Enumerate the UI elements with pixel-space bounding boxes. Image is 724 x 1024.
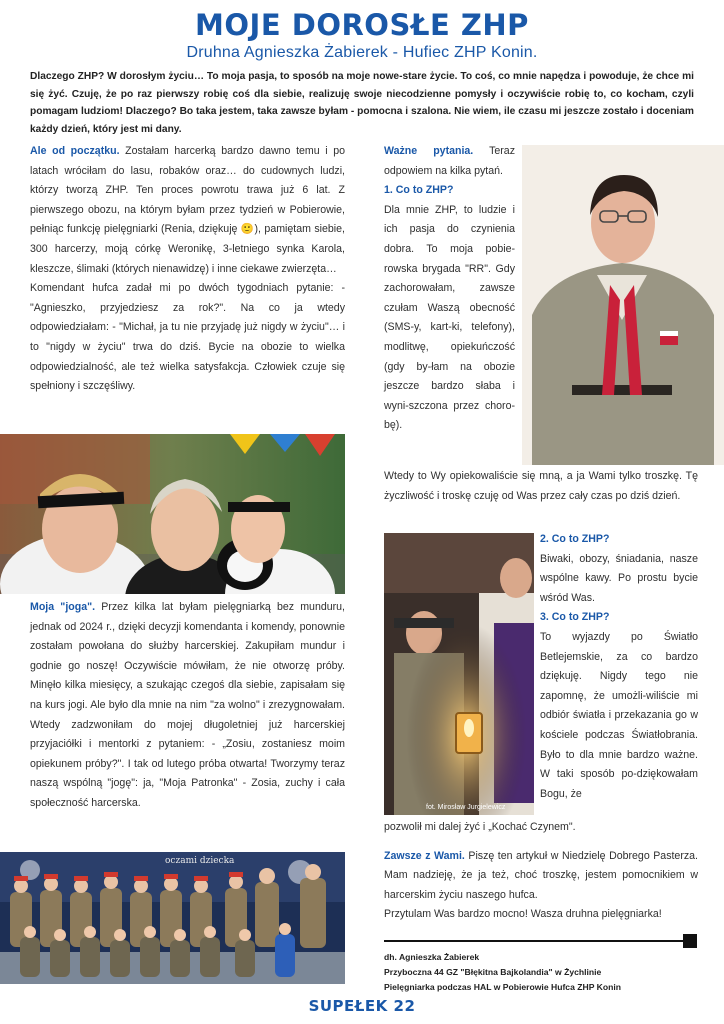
section-text: Zostałam harcerką bardzo dawno temu i po latach wróciłam do lasu, robaków oraz… do cudownych ludzi, którzy tworzą ZHP. Ten proces powrotu trawa już 6 lat. Z pierwszego obozu, na którym byłam przez tydzień w Pobierowie, pełniąc funkcję pielęgniarki (Renia, dziękuję 🙂), pamiętam siebie, 300 harcerzy, moją córkę Weronikę, 3-letniego synka Karola, kleszcze, ślimaki (których nienawidzę) i inne ciekawe zwierzęta…	[30, 145, 346, 275]
signature-name: dh. Agnieszka Żabierek	[384, 952, 480, 962]
photo-illustration	[522, 145, 724, 465]
section-text: Komendant hufca zadał mi po dwóch tygodniach pytanie: - "Agnieszko, przyjedziesz za rok?". Na co ja wtedy odpowiedziałam: - "Michał, ja tu nie przyjadę już nigdy w życiu"… i to "nigdy w życiu" trwa do dziś. Bycie na obozie to wielka odpowiedzialność, ale też wielka satysfakcja. Człowiek czuje się spełniony i szczęśliwy.	[30, 282, 345, 393]
section-text: Teraz odpowiem na kilka pytań.	[384, 145, 515, 177]
banner-text: oczami dziecka	[165, 856, 235, 866]
photo-illustration	[0, 852, 345, 984]
answer-text-continued: Wtedy to Wy opiekowaliście się mną, a ja Wami tylko troszkę. Tę życzliwość i troskę czuję od Was przez cały czas po dziś dzień.	[384, 470, 698, 502]
question-heading: 1. Co to ZHP?	[384, 184, 454, 197]
signature-role: Pielęgniarka podczas HAL w Pobierowie Hufca ZHP Konin	[384, 982, 622, 992]
signature-block	[384, 950, 621, 995]
right-column-section-2	[540, 530, 698, 804]
page-footer: SUPEŁEK 22	[308, 997, 416, 1015]
author-subtitle: Druhna Agnieszka Żabierek - Hufiec ZHP Konin.	[186, 44, 538, 61]
answer-text: Biwaki, obozy, śniadania, nasze wspólne kawy. Po prostu bycie wśród Was.	[540, 552, 698, 604]
left-column-section-2	[30, 598, 345, 814]
divider-line	[384, 940, 686, 942]
photo-credit: fot. Mirosław Jurgielewicz	[426, 804, 506, 811]
section-lead: Ważne pytania.	[384, 145, 474, 157]
photo-group-children	[0, 852, 345, 984]
left-column-section-1	[30, 142, 345, 397]
question-heading: 3. Co to ZHP?	[540, 611, 610, 624]
section-text: Piszę ten artykuł w Niedzielę Dobrego Pasterza. Mam nadzieję, że ja też, choć troszkę, jestem pomocnikiem w harcerskim życiu naszego hufca.	[384, 849, 698, 901]
divider-end-square	[683, 934, 697, 948]
page-title: MOJE DOROSŁE ZHP	[195, 8, 529, 42]
section-text: Przez kilka lat byłam pielęgniarką bez munduru, jednak od 2024 r., dzięki decyzji komendanta i komendy, ponownie zostałam powołana do służby harcerskiej. Zakupiłam mundur i godnie go noszę! Oczywiście mówiłam, że nie otworzę próby. Minęło kilka miesięcy, a szukając czegoś dla siebie, zapisałam się na kurs jogi. Ale było dla mnie na nim "za wolno" i zrezygnowałam. Wtedy zadzwoniłam do mojej długoletniej już harcerskiej przyjaciółki i mentorki z pytaniem: - „Zosiu, zostaniesz moim opiekunem próby?". I tak od lutego próba otwarta! Tworzymy teraz naszą wspólną "jogę": ja, "Moja Patronka" - Zosia, zuchy i cała społeczność harcerska.	[30, 601, 345, 809]
intro-paragraph: Dlaczego ZHP? W dorosłym życiu… To moja pasja, to sposób na moje nowe-stare życie. To coś, co mnie napędza i powoduje, że chce mi się żyć. Czuję, że po raz pierwszy robię coś dla siebie, realizuję swoje niecodzienne pomysły i oczywiście robię to, co kocham, czyli pomagam ludziom! Dlaczego? Bo taka jestem, taka zawsze byłam - pomocna i szalona. Nie wiem, ile czasu mi jeszcze zostało i doceniam każdy dzień, który jest mi dany.	[30, 71, 694, 135]
photo-portrait	[522, 145, 724, 465]
answer-text: Dla mnie ZHP, to ludzie i ich pasja do czynienia dobra. To moja pobie-rowska brygada "RR". Gdy zachorowałam, zawsze czułam Waszą obecność (SMS-y, kart-ki, telefony), modlitwę, opiekuńczość (gdy by-łam na obozie jeszcze bardzo słaba i wyni-szczona przez choro-bę).	[384, 203, 515, 432]
section-lead: Zawsze z Wami.	[384, 849, 465, 862]
section-text: Przytulam Was bardzo mocno! Wasza druhna pielęgniarka!	[384, 908, 662, 921]
right-column-section-3	[384, 818, 698, 925]
photo-group-selfie	[0, 434, 345, 594]
question-heading: 2. Co to ZHP?	[540, 533, 610, 545]
section-lead: Moja "joga".	[30, 601, 96, 613]
answer-text: To wyjazdy po Światło Betlejemskie, za co bardzo dziękuję. Nigdy tego nie zapomnę, że umożli-wiliście mi odbiór światła i przekazania go w kościele podczas Światłobrania. Było to dla mnie bardzo ważne. W taki sposób po-dziękowałam Bogu, że	[540, 630, 698, 800]
answer-text-continued: pozwolił mi dalej żyć i „Kochać Czynem".	[384, 821, 576, 833]
right-column-continuation	[384, 467, 698, 506]
photo-illustration	[0, 434, 345, 594]
photo-illustration	[384, 533, 534, 815]
right-column-section-1	[384, 142, 515, 436]
photo-bethlehem-light	[384, 533, 534, 815]
signature-role: Przyboczna 44 GZ "Błękitna Bajkolandia" w Żychlinie	[384, 967, 602, 977]
section-lead: Ale od początku.	[30, 145, 120, 157]
